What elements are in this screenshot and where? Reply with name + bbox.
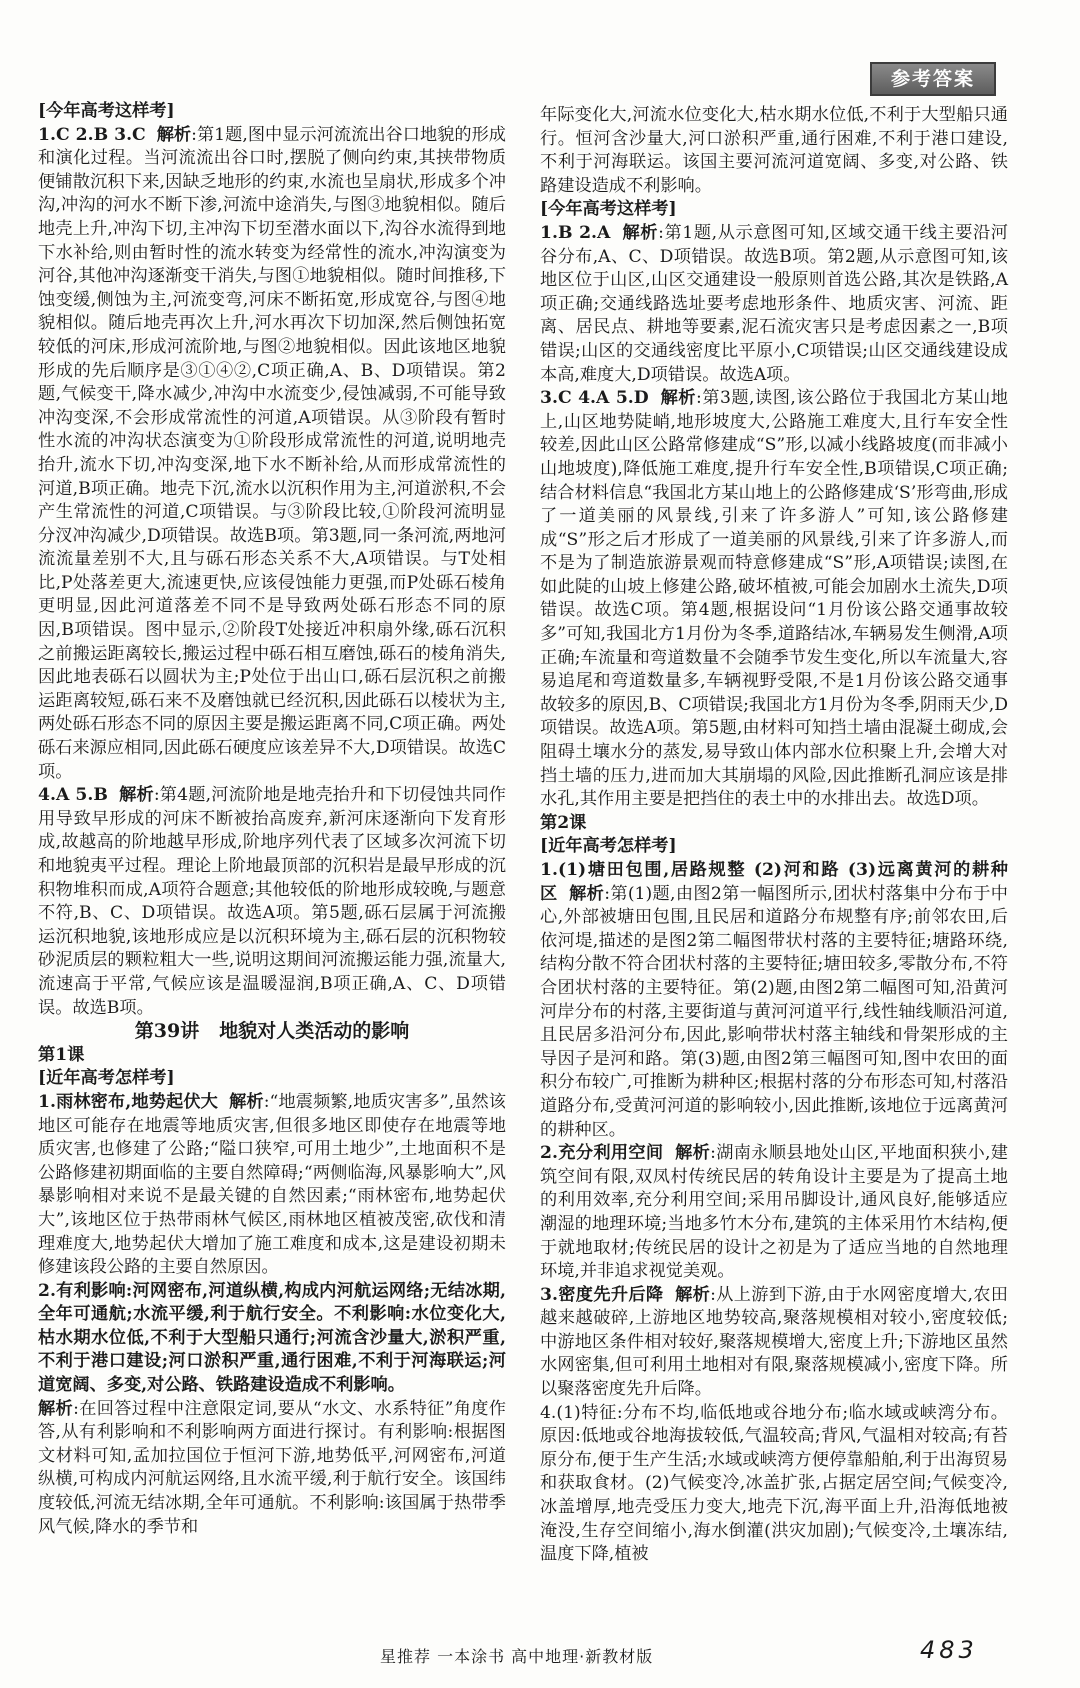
analysis-text: :第3题,读图,该公路位于我国北方某山地上,山区地势陡峭,地形坡度大,公路施工难度大,且行车安全性较差,因此山区公路常修建成“S”形,以减小线路坡度(而非减小山地坡度),降低施工难度,提升行车安全性,B项错误,C项正确;结合材料信息“我国北方某山地上的公路修建成‘S’形弯曲,形成了一道美丽的风景线,引来了许多游人”可知,该公路修建成“S”形之后才形成了一道美丽的风景线,引来了许多游人,而不是为了制造旅游景观而特意修建成“S”形,A项错误;读图,在如此陡的山坡上修建公路,破坏植被,可能会加剧水土流失,D项错误。故选C项。第4题,根据设问“1月份该公路交通事故较多”可知,我国北方1月份为冬季,道路结冰,车辆易发生侧滑,A项正确;车流量和弯道数量不会随季节发生变化,所以车流量大,容易追尾和弯道数量多,车辆视野受限,不是1月份该公路交通事故较多的原因,B、C项错误;我国北方1月份为冬季,阴雨天少,D项错误。故选A项。第5题,由材料可知挡土墙由混凝土砌成,会阻碍土壤水分的蒸发,易导致山体内部水位积聚上升,会增大对挡土墙的压力,进而加大其崩塌的风险,因此推断孔洞应该是排水孔,其作用主要是把挡住的表土中的水排出去。故选D项。 [540,388,1008,810]
answer-keys: 1.C 2.B 3.C [38,124,146,145]
analysis-text: :湖南永顺县地处山区,平地面积狭小,建筑空间有限,双凤村传统民居的转角设计主要是为了提高土地的利用效率,充分利用空间;采用吊脚设计,通风良好,能够适应潮湿的地理环境;当地多竹木分布,建筑的主体采用竹木结构,便于就地取材;传统民居的设计之初是为了适应当地的自然地理环境,并非追求视觉美观。 [540,1143,1008,1282]
analysis-text: :在回答过程中注意限定词,要从“水文、水系特征”角度作答,从有利影响和不利影响两方面进行探讨。有利影响:根据图文材料可知,孟加拉国位于恒河下游,地势低平,河网密布,河道纵横,可构成内河航运网络,且水流平缓,利于航行安全。该国纬度较低,河流无结冰期,全年可通航。不利影响:该国属于热带季风气候,降水的季节和 [38,1398,506,1537]
answer-keys: 1.雨林密布,地势起伏大 [38,1091,218,1112]
page-number: 483 [920,1636,978,1664]
answer-keys: 1.B 2.A [540,222,611,243]
right-column [540,104,1008,1567]
analysis-text: :第4题,河流阶地是地壳抬升和下切侵蚀共同作用导致早形成的河床不断被抬高废弃,新河床逐渐向下发育形成,故越高的阶地越早形成,阶地序列代表了区域多次河流下切和地貌夷平过程。理论上阶地最顶部的沉积岩是最早形成的沉积物堆积而成,A项符合题意;其他较低的阶地形成较晚,与题意不符,B、C、D项错误。故选A项。第5题,砾石层属于河流搬运沉积地貌,该地形成应是以沉积环境为主,砾石层的沉积物较砂泥质层的颗粒粗大一些,说明这期间河流搬运能力强,流量大,流速高于平常,气候应该是温暖湿润,B项正确,A、C、D项错误。故选B项。 [38,785,506,1018]
answer-keys: 3.C 4.A 5.D [540,388,649,409]
answer-keys: 2.充分利用空间 [540,1143,664,1164]
analysis-label: 解析 [660,388,696,409]
answer-block-1-3 [38,124,506,785]
answer-keys: 4.A 5.B [38,785,108,806]
lesson-title: 地貌对人类活动的影响 [219,1020,410,1043]
analysis-label: 解析 [119,785,154,806]
continued-text: 年际变化大,河流水位变化大,枯水期水位低,不利于大型船只通行。恒河含沙量大,河口淤积严重,通行困难,不利于港口建设,不利于河海联运。该国主要河流河道宽阔、多变,对公路、铁路建设造成不利影响。 [540,105,1008,196]
answer-block-2-analysis [38,1398,506,1540]
section-title-recent-years: [近年高考怎样考] [38,1068,175,1089]
answer-block-1-village [540,859,1008,1142]
lesson-heading [38,1020,506,1044]
answer-block-4-5 [38,784,506,1020]
analysis-label: 解析 [675,1143,711,1164]
analysis-text: :从上游到下游,由于水网密度增大,农田越来越破碎,上游地区地势较高,聚落规模相对较小,密度较低;中游地区条件相对较好,聚落规模增大,密度上升;下游地区虽然水网密集,但可利用土地相对有限,聚落规模减小,密度下降。所以聚落密度先升后降。 [540,1284,1008,1400]
analysis-label: 解析 [38,1398,74,1419]
analysis-text: :“地震频繁,地质灾害多”,虽然该地区可能存在地震等地质灾害,但很多地区即使存在地震等地质灾害,也修建了公路;“隘口狭窄,可用土地少”,土地面积不是公路修建初期面临的主要自然障碍;“两侧临海,风暴影响大”,风暴影响相对来说不是最关键的自然因素;“雨林密布,地势起伏大”,该地区位于热带雨林气候区,雨林地区植被茂密,砍伐和清理难度大,地势起伏大增加了施工难度和成本,这是建设初期未修建该段公路的主要自然原因。 [38,1091,506,1278]
answer-key-badge: 参考答案 [870,62,996,96]
analysis-label: 解析 [675,1284,711,1305]
section-title-this-year-2: [今年高考这样考] [540,199,677,220]
section-title-this-year: [今年高考这样考] [38,101,175,121]
analysis-label: 解析 [156,124,192,145]
answer-block-3-5 [540,387,1008,812]
answer-block-2-space [540,1142,1008,1284]
publisher-line: 星推荐 一本涂书 高中地理·新教材版 [380,1647,654,1666]
section-title-recent-years-2: [近年高考怎样考] [540,836,677,857]
answer-block-4-settlement: 4.(1)特征:分布不均,临低地或谷地分布;临水域或峡湾分布。原因:低地或谷地海拔较低,气温较高;背风,气温相对较高;有苔原分布,便于生产生活;水域或峡湾方便停靠船舶,利于出海贸易和获取食材。(2)气候变冷,冰盖扩张,占据定居空间;气候变冷,冰盖增厚,地壳受压力变大,地壳下沉,海平面上升,沿海低地被淹没,生存空间缩小,海水倒灌(洪灾加剧);气候变冷,土壤冻结,温度下降,植被 [540,1402,1008,1565]
answer-block-1 [38,1091,506,1280]
answer-keys: 3.密度先升后降 [540,1284,664,1305]
lesson-2-title: 第2课 [540,812,587,833]
analysis-label: 解析 [229,1091,264,1112]
analysis-label: 解析 [569,883,605,904]
answer-keys: 2.有利影响:河网密布,河道纵横,构成内河航运网络;无结冰期,全年可通航;水流平缓,利于航行安全。不利影响:水位变化大,枯水期水位低,不利于大型船只通行;河流含沙量大,淤积严重,不利于港口建设;河口淤积严重,通行困难,不利于河海联运;河道宽阔、多变,对公路、铁路建设造成不利影响。 [38,1280,506,1396]
answer-block-2 [38,1280,506,1398]
left-column [38,100,506,1539]
answer-block-3-density [540,1284,1008,1402]
analysis-label: 解析 [622,222,659,243]
analysis-text: :第1题,从示意图可知,区域交通干线主要沿河谷分布,A、C、D项错误。故选B项。第2题,从示意图可知,该地区位于山区,山区交通建设一般原则首选公路,其次是铁路,A项正确;交通线路选址要考虑地形条件、地质灾害、河流、距离、居民点、耕地等要素,泥石流灾害只是考虑因素之一,B项错误;山区的交通线密度比平原小,C项错误;山区交通线建设成本高,难度大,D项错误。故选A项。 [540,222,1008,385]
answer-block-1-2 [540,222,1008,387]
lesson-number: 第39讲 [134,1020,200,1043]
analysis-text: :第(1)题,由图2第一幅图所示,团状村落集中分布于中心,外部被塘田包围,且民居和道路分布规整有序;前邻农田,后依河堤,描述的是图2第二幅图带状村落的主要特征;塘路环绕,结构分散不符合团状村落的主要特征;塘田较多,零散分布,不符合团状村落的主要特征。第(2)题,由图2第二幅图可知,沿黄河河岸分布的村落,主要街道与黄河河道平行,线性轴线顺沿河道,且民居多沿河分布,因此,影响带状村落主轴线和骨架形成的主导因子是河和路。第(3)题,由图2第三幅图可知,图中农田的面积分布较广,可推断为耕种区;根据村落的分布形态可知,村落沿道路分布,受黄河河道的影响较小,因此推断,该地位于远离黄河的耕种区。 [540,883,1008,1140]
lesson-1-title: 第1课 [38,1044,85,1065]
answer-keys: 1.(1)塘田包围,居路规整 (2)河和路 (3)远离黄河的耕种区 [540,860,1008,904]
analysis-text: :第1题,图中显示河流流出谷口地貌的形成和演化过程。当河流流出谷口时,摆脱了侧向约束,其挟带物质便铺散沉积下来,因缺乏地形的约束,水流也呈扇状,形成多个冲沟,冲沟的河水不断下渗,河流中途消失,与图③地貌相似。随后地壳上升,冲沟下切,主冲沟下切至潜水面以下,沟谷水流得到地下水补给,则由暂时性的流水转变为经常性的流水,冲沟演变为河谷,其他冲沟逐渐变干消失,与图①地貌相似。随时间推移,下蚀变缓,侧蚀为主,河流变弯,河床不断拓宽,形成宽谷,与图④地貌相似。随后地壳再次上升,河水再次下切加深,然后侧蚀拓宽较低的河床,形成河流阶地,与图②地貌相似。因此该地区地貌形成的先后顺序是③①④②,C项正确,A、B、D项错误。第2题,气候变干,降水减少,冲沟中水流变少,侵蚀减弱,不可能导致冲沟变深,不会形成常流性的河道,A项错误。从③阶段有暂时性水流的冲沟状态演变为①阶段形成常流性的河道,说明地壳抬升,流水下切,冲沟变深,地下水不断补给,从而形成常流性的河道,B项正确。地壳下沉,流水以沉积作用为主,河道淤积,不会产生常流性的河道,C项错误。与③阶段比较,①阶段河流明显分汊冲沟减少,D项错误。故选B项。第3题,同一条河流,两地河流流量差别不大,且与砾石形态关系不大,A项错误。与T处相比,P处落差更大,流速更快,应该侵蚀能力更强,而P处砾石棱角更明显,因此河道落差不同不是导致两处砾石形态不同的原因,B项错误。图中显示,②阶段T处接近冲积扇外缘,砾石沉积之前搬运距离较长,搬运过程中砾石相互磨蚀,砾石的棱角消失,因此地表砾石以圆状为主;P处位于出山口,砾石层沉积之前搬运距离较短,砾石来不及磨蚀就已经沉积,因此砾石以棱状为主,两处砾石形态不同的原因主要是搬运距离不同,C项正确。两处砾石来源应相同,因此砾石硬度应该差异不大,D项错误。故选C项。 [38,124,506,782]
